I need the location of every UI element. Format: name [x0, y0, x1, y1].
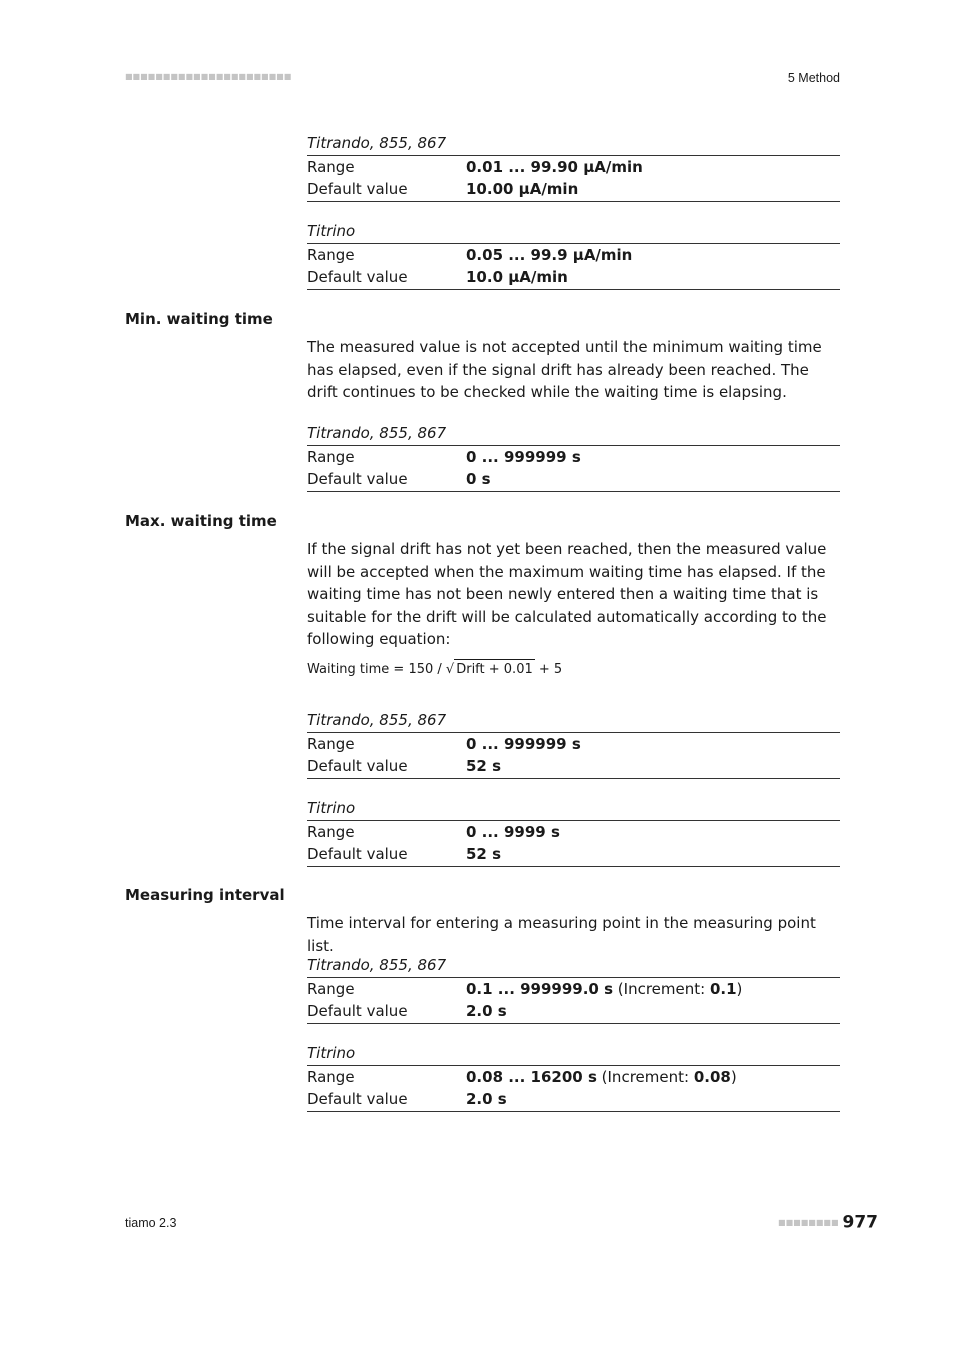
max-waiting-time-description: If the signal drift has not yet been reached, then the measured value will be accepted when the maximum waiting time has elapsed. If the waiting time has not been newly entered then a waiting time that is suitable for the drift will be calculated automatically according to the following equation: — [307, 540, 827, 648]
default-value: 10.0 µA/min — [466, 268, 568, 286]
table-row — [307, 1066, 840, 1088]
default-label: Default value — [307, 268, 408, 286]
min-waiting-time-heading: Min. waiting time — [125, 310, 273, 328]
param-table-titrando-min-wait — [307, 422, 840, 492]
table-row — [307, 446, 840, 468]
table-caption: Titrino — [307, 1042, 840, 1066]
table-row — [307, 843, 840, 867]
chapter-title: 5 Method — [787, 71, 840, 85]
param-table-titrino-drift — [307, 220, 840, 290]
footer-decoration: ■■■■■■■■ — [778, 1218, 839, 1227]
table-row — [307, 1000, 840, 1024]
range-label: Range — [307, 158, 355, 176]
max-waiting-time-heading: Max. waiting time — [125, 512, 277, 530]
param-table-titrando-interval — [307, 954, 840, 1024]
table-row — [307, 266, 840, 290]
formula-lhs: Waiting time = 150 / — [307, 662, 446, 677]
table-row — [307, 821, 840, 843]
range-value: 0 ... 999999 s — [466, 448, 581, 466]
table-row — [307, 978, 840, 1000]
increment-label: (Increment: — [613, 980, 710, 998]
footer-product: tiamo 2.3 — [125, 1216, 177, 1230]
param-table-titrando-drift — [307, 132, 840, 202]
increment-value: 0.08 — [693, 1068, 731, 1086]
page-number: 977 — [842, 1212, 878, 1233]
table-row — [307, 755, 840, 779]
footer-page-block — [778, 1212, 878, 1233]
range-label: Range — [307, 448, 355, 466]
table-row — [307, 468, 840, 492]
default-label: Default value — [307, 845, 408, 863]
table-caption: Titrino — [307, 220, 840, 244]
default-label: Default value — [307, 1090, 408, 1108]
range-value: 0.01 ... 99.90 µA/min — [466, 158, 643, 176]
range-value: 0.1 ... 999999.0 s — [466, 980, 614, 998]
table-row — [307, 244, 840, 266]
param-table-titrino-interval — [307, 1042, 840, 1112]
default-label: Default value — [307, 180, 408, 198]
increment-close: ) — [736, 980, 743, 998]
default-label: Default value — [307, 757, 408, 775]
range-label: Range — [307, 823, 355, 841]
default-value: 52 s — [466, 845, 502, 863]
formula-radicand: Drift + 0.01 — [454, 659, 535, 677]
table-row — [307, 178, 840, 202]
table-caption: Titrino — [307, 797, 840, 821]
table-row — [307, 733, 840, 755]
measuring-interval-heading: Measuring interval — [125, 886, 285, 904]
measuring-interval-description: Time interval for entering a measuring point in the measuring point list. — [307, 914, 816, 955]
default-label: Default value — [307, 470, 408, 488]
range-label: Range — [307, 735, 355, 753]
header-decoration: ■■■■■■■■■■■■■■■■■■■■■■ — [125, 72, 292, 81]
range-label: Range — [307, 980, 355, 998]
table-caption: Titrando, 855, 867 — [307, 954, 840, 978]
default-value: 2.0 s — [466, 1090, 507, 1108]
min-waiting-time-description: The measured value is not accepted until the minimum waiting time has elapsed, even if the signal drift has already been reached. The drift continues to be checked while the waiting time is elapsing. — [307, 338, 822, 401]
table-caption: Titrando, 855, 867 — [307, 709, 840, 733]
formula-rhs: + 5 — [534, 662, 563, 677]
table-row — [307, 156, 840, 178]
range-label: Range — [307, 1068, 355, 1086]
default-value: 52 s — [466, 757, 502, 775]
range-value: 0.08 ... 16200 s — [466, 1068, 597, 1086]
default-value: 2.0 s — [466, 1002, 507, 1020]
increment-close: ) — [730, 1068, 737, 1086]
default-value: 10.00 µA/min — [466, 180, 579, 198]
sqrt-symbol: √ — [445, 662, 455, 677]
default-value: 0 s — [466, 470, 491, 488]
range-value: 0 ... 9999 s — [466, 823, 560, 841]
waiting-time-formula — [307, 662, 562, 677]
range-value: 0.05 ... 99.9 µA/min — [466, 246, 633, 264]
param-table-titrando-max-wait — [307, 709, 840, 779]
default-label: Default value — [307, 1002, 408, 1020]
table-row — [307, 1088, 840, 1112]
table-caption: Titrando, 855, 867 — [307, 132, 840, 156]
increment-value: 0.1 — [709, 980, 737, 998]
range-value: 0 ... 999999 s — [466, 735, 581, 753]
increment-label: (Increment: — [596, 1068, 694, 1086]
param-table-titrino-max-wait — [307, 797, 840, 867]
range-label: Range — [307, 246, 355, 264]
table-caption: Titrando, 855, 867 — [307, 422, 840, 446]
